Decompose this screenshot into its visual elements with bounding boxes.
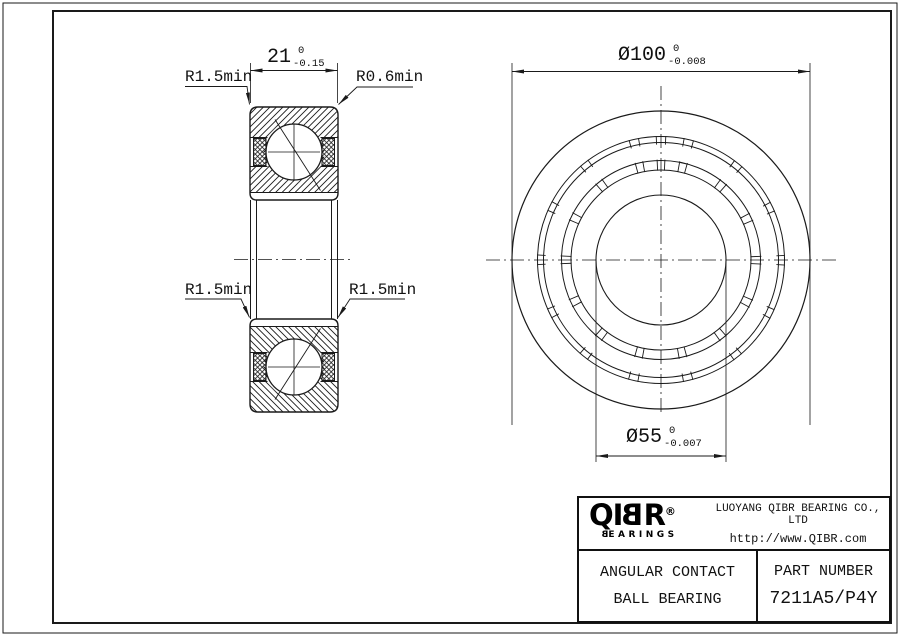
- width-tolerance: 0 -0.15: [293, 45, 325, 70]
- width-dimension-text: [267, 45, 325, 70]
- title-block-lower-row: [579, 551, 889, 621]
- width-value: 21: [267, 46, 292, 69]
- company-name: LUOYANG QIBR BEARING CO., LTD: [715, 503, 881, 527]
- leader-radius-mid-right: [338, 299, 405, 318]
- od-dimension-text: [618, 43, 706, 68]
- part-number-value: 7211A5/P4Y: [769, 589, 878, 609]
- bore-value: Ø55: [626, 426, 663, 449]
- part-number-label: PART NUMBER: [773, 563, 874, 580]
- bearing-section-upper: [250, 107, 338, 200]
- brand-subtitle: BEARINGS: [598, 530, 678, 540]
- radius-label-top-right: R0.6min: [356, 68, 424, 86]
- cage-left: [254, 139, 267, 166]
- brand-logo: [579, 498, 707, 549]
- radius-label-mid-left: R1.5min: [185, 281, 253, 299]
- cage-right: [322, 139, 335, 166]
- product-line1: ANGULAR CONTACT: [599, 564, 736, 581]
- radius-label-mid-right: R1.5min: [349, 281, 417, 299]
- od-tolerance: 0 -0.008: [668, 43, 706, 68]
- brand-flipped-letter: B: [622, 498, 644, 532]
- company-info: [707, 498, 889, 549]
- front-view-centerlines: [486, 86, 836, 415]
- front-view: [486, 86, 836, 415]
- part-number-cell: [758, 551, 889, 621]
- od-value: Ø100: [618, 44, 667, 67]
- leader-radius-top-left: [185, 87, 250, 105]
- leader-radius-top-right: [339, 87, 414, 105]
- brand-prefix: QI: [589, 498, 623, 532]
- title-block: [577, 496, 891, 623]
- radius-label-top-left: R1.5min: [185, 68, 253, 86]
- brand-wordmark: [589, 498, 707, 532]
- company-website: http://www.QIBR.com: [729, 532, 867, 546]
- bearing-section-lower: [250, 319, 338, 412]
- bore-tolerance: 0 -0.007: [664, 425, 702, 450]
- brand-suffix: R: [643, 498, 665, 532]
- title-block-header-row: [579, 498, 889, 551]
- leader-radius-mid-left: [185, 299, 250, 318]
- product-line2: BALL BEARING: [613, 591, 722, 608]
- product-description-cell: [579, 551, 758, 621]
- bore-dimension-text: [626, 425, 702, 450]
- section-view: [234, 107, 354, 412]
- registered-mark: ®: [664, 505, 676, 518]
